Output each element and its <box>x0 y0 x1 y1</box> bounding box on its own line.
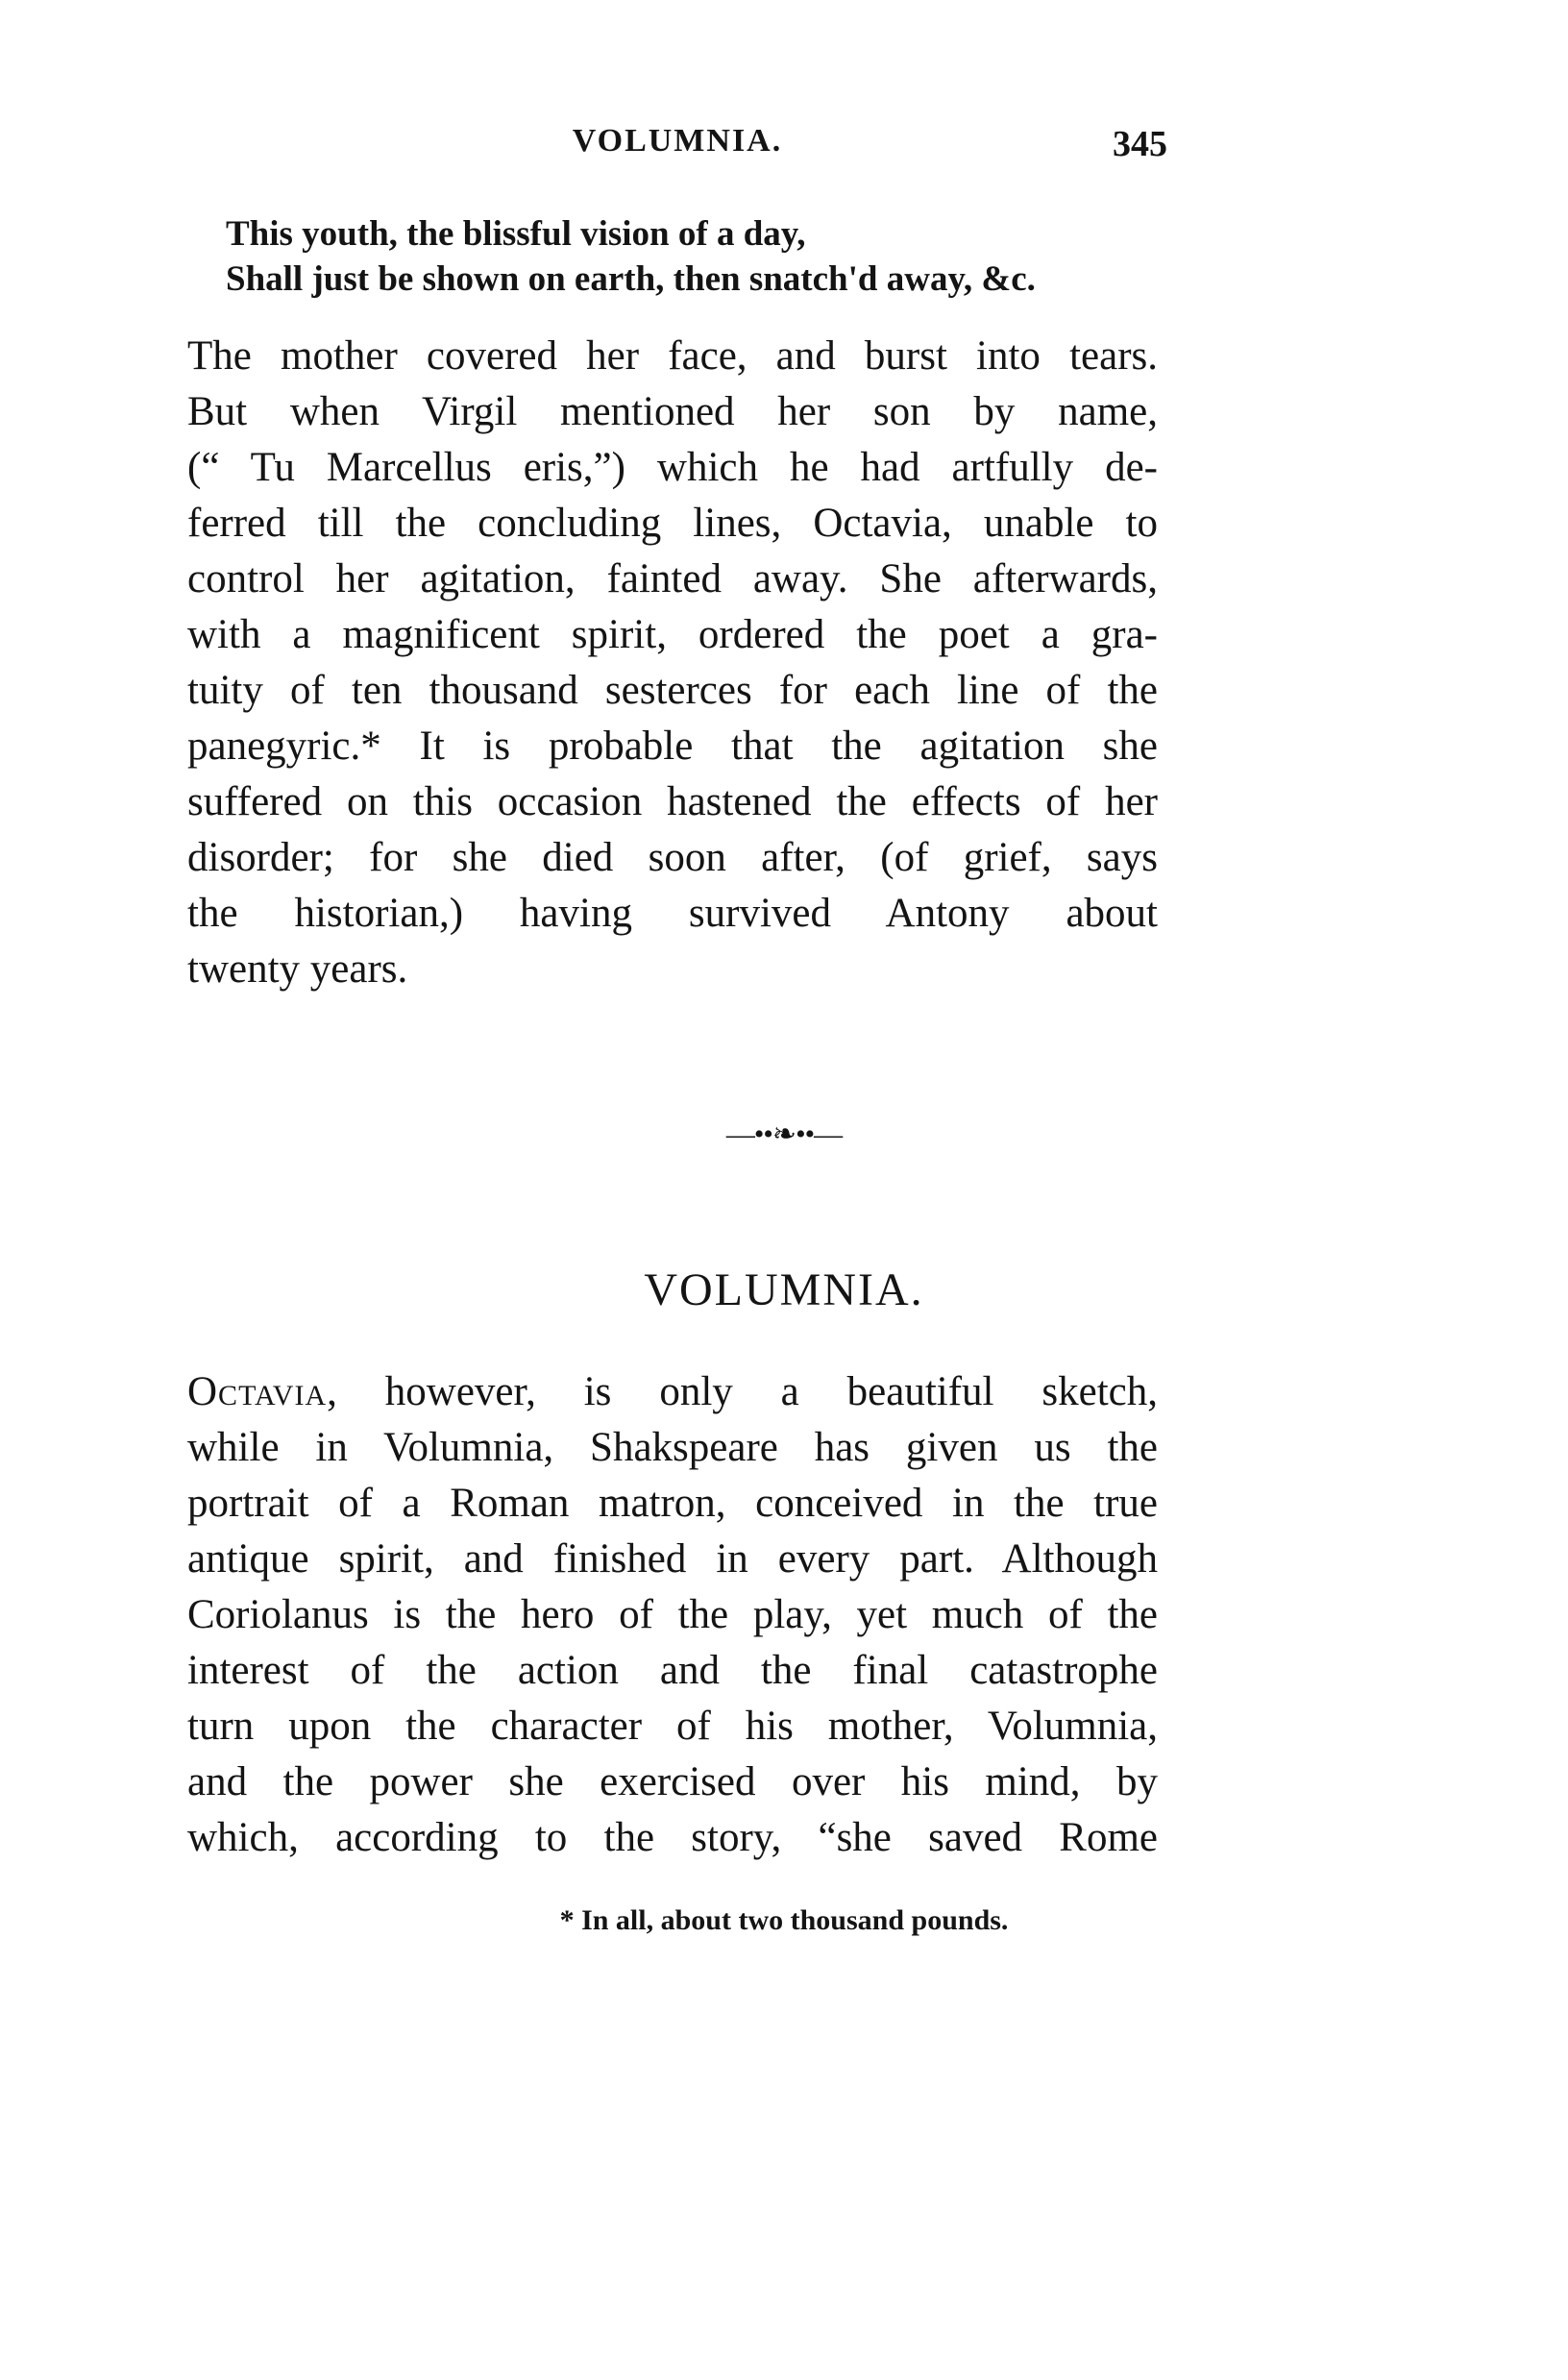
footnote: * In all, about two thousand pounds. <box>559 1904 1009 1936</box>
text-line: which, according to the story, “she saved Rome <box>187 1815 1158 1860</box>
first-line-rest: , however, is only a beautiful sketch, <box>327 1369 1158 1414</box>
text-line: disorder; for she died soon after, (of grief, says <box>187 835 1158 880</box>
text-line: control her agitation, fainted away. She afterwards, <box>187 556 1158 601</box>
text-line: panegyric.* It is probable that the agitation she <box>187 724 1158 769</box>
running-title: VOLUMNIA. <box>572 123 783 159</box>
text-line: Coriolanus is the hero of the play, yet much of the <box>187 1592 1158 1637</box>
verse-quotation <box>226 211 1036 302</box>
text-line: The mother covered her face, and burst into tears. <box>187 333 1158 379</box>
verse-line: This youth, the blissful vision of a day, <box>226 214 806 254</box>
text-line: twenty years. <box>187 946 408 992</box>
drop-word: Octavia <box>187 1369 328 1414</box>
text-line: tuity of ten thousand sesterces for each line of the <box>187 668 1158 713</box>
text-line: the historian,) having survived Antony about <box>187 891 1158 936</box>
text-line: interest of the action and the final catastrophe <box>187 1648 1158 1693</box>
text-line: antique spirit, and finished in every part. Although <box>187 1536 1158 1582</box>
text-line: (“ Tu Marcellus eris,”) which he had artfully de- <box>187 445 1158 490</box>
section-divider-ornament: —••❧••— <box>725 1118 843 1150</box>
text-line: while in Volumnia, Shakspeare has given us the <box>187 1425 1158 1470</box>
text-line: with a magnificent spirit, ordered the poet a gra- <box>187 612 1158 657</box>
running-head <box>187 123 1167 171</box>
verse-line: Shall just be shown on earth, then snatch'd away, &c. <box>226 259 1036 299</box>
text-line-first <box>187 1364 1158 1420</box>
text-line: turn upon the character of his mother, Volumnia, <box>187 1704 1158 1749</box>
text-line: suffered on this occasion hastened the effects of her <box>187 779 1158 824</box>
text-line: portrait of a Roman matron, conceived in the true <box>187 1481 1158 1526</box>
text-line: and the power she exercised over his mind, by <box>187 1759 1158 1804</box>
paragraph-octavia-ending <box>187 329 1158 997</box>
section-heading: VOLUMNIA. <box>644 1264 924 1315</box>
text-line: ferred till the concluding lines, Octavia, unable to <box>187 501 1158 546</box>
paragraph-volumnia <box>187 1364 1158 1866</box>
text-line: But when Virgil mentioned her son by name, <box>187 389 1158 434</box>
page-number: 345 <box>1113 124 1167 164</box>
